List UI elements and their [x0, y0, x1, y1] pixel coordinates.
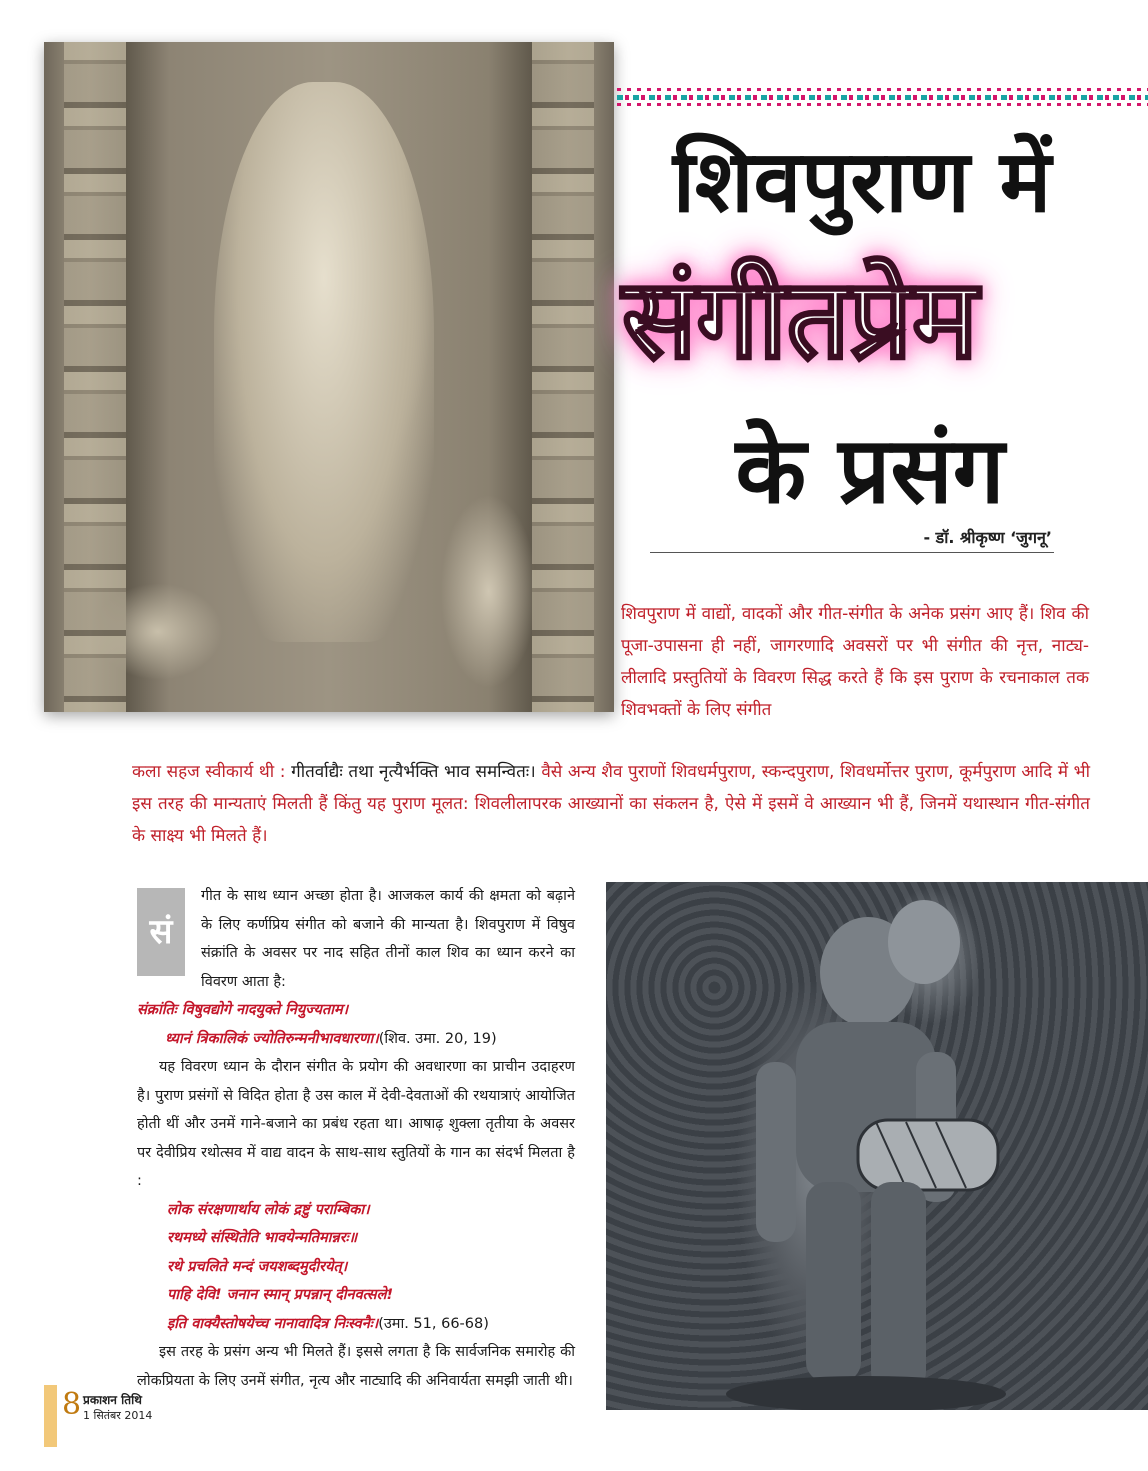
verse-2-line-4: पाहि देवि! जनान स्मान् प्रपन्नान् दीनवत्सले!: [167, 1287, 394, 1303]
intro-paragraph-bottom: [132, 756, 1090, 852]
body-paragraph-3: इस तरह के प्रसंग अन्य भी मिलते हैं। इससे लगता है कि सार्वजनिक समारोह की लोकप्रियता के लिए उनमें संगीत, नृत्य और नाट्यादि की अनिवार्यता समझी जाती थी।: [137, 1344, 575, 1389]
article-body: [137, 882, 575, 1395]
verse-2-line-1: लोक संरक्षणार्थाय लोकं द्रष्टुं पराम्बिका।: [167, 1201, 370, 1218]
left-pillar: [64, 42, 126, 712]
page-number: 8: [62, 1387, 82, 1422]
intro-sanskrit-quote: गीतर्वाद्यैः तथा नृत्यैर्भक्ति भाव समन्वितः।: [291, 762, 536, 782]
verse-2-reference: (उमा. 51, 66-68): [378, 1315, 489, 1332]
drum-icon: [858, 1120, 998, 1190]
drummer-figure-illustration: [606, 882, 1148, 1410]
verse-2-line-5: [137, 1310, 575, 1339]
dancing-shiva-figure: [214, 82, 434, 642]
verse-2-line-3: रथे प्रचलिते मन्दं जयशब्दमुदीरयेत्।: [167, 1258, 348, 1275]
verse-1-line-2: [137, 1025, 575, 1054]
title-line-2: संगीतप्रेम: [622, 255, 978, 383]
author-byline: - डॉ. श्रीकृष्ण ‘जुगनू’: [923, 528, 1052, 547]
verse-1-line-2-text: ध्यानं त्रिकालिकं ज्योतिरुन्मनीभावधारणा।: [165, 1030, 379, 1047]
title-line-3: के प्रसंग: [735, 417, 1005, 524]
drummer-sculpture-photo: [606, 882, 1148, 1410]
publication-date: 1 सितंबर 2014: [83, 1409, 153, 1422]
intro-bottom-post: वैसे अन्य शैव पुराणों शिवधर्मपुराण, स्कन्दपुराण, शिवधर्मोत्तर पुराण, कूर्मपुराण आदि में भी इस तरह की मान्यताएं मिलती हैं किंतु यह पुराण मूलत: शिवलीलापरक आख्यानों का संकलन है, ऐसे में इसमें वे आख्यान भी हैं, जिनमें यथास्थान गीत-संगीत के साक्ष्य भी मिलते हैं।: [132, 762, 1091, 846]
verse-2-line-5-text: इति वाक्यैस्तोषयेच्च नानावादित्र निःस्वनैः।: [167, 1315, 379, 1332]
footer-accent-bar: [44, 1385, 57, 1447]
intro-paragraph-top: शिवपुराण में वाद्यों, वादकों और गीत-संगीत के अनेक प्रसंग आए हैं। शिव की पूजा-उपासना ही नहीं, जागरणादि अवसरों पर भी संगीत की नृत्त, नाट्य-लीलादि प्रस्तुतियों के विवरण सिद्ध करते हैं कि इस पुराण के रचनाकाल तक शिवभक्तों के लिए संगीत: [621, 604, 1089, 720]
drop-cap: सं: [137, 888, 185, 976]
publication-date-label: प्रकाशन तिथि: [83, 1393, 142, 1407]
verse-1-line-1: संक्रांतिः विषुवद्योगे नादयुक्ते नियुज्यताम।: [137, 1002, 349, 1018]
intro-bottom-pre: कला सहज स्वीकार्य थी :: [132, 762, 292, 782]
author-divider: [650, 552, 1054, 553]
title-line-1: शिवपुराण में: [672, 132, 1052, 232]
body-paragraph-1: गीत के साथ ध्यान अच्छा होता है। आजकल कार्य की क्षमता को बढ़ाने के लिए कर्णप्रिय संगीत को बजाने की मान्यता है। शिवपुराण में विषुव संक्रांति के अवसर पर नाद सहित तीनों काल शिव का ध्यान करने का विवरण आता है:: [201, 888, 575, 990]
verse-1-reference: (शिव. उमा. 20, 19): [378, 1030, 497, 1047]
body-paragraph-2: यह विवरण ध्यान के दौरान संगीत के प्रयोग की अवधारणा का प्राचीन उदाहरण है। पुराण प्रसंगों से विदित होता है उस काल में देवी-देवताओं की रथयात्राएं आयोजित होती थीं और उनमें गाने-बजाने का प्रबंध रहता था। आषाढ़ शुक्ला तृतीया के अवसर पर देवीप्रिय रथोत्सव में वाद्य वादन के साथ-साथ स्तुतियों के गान का संदर्भ मिलता है :: [137, 1059, 575, 1189]
decorative-border: [617, 88, 1148, 106]
verse-2-line-2: रथमध्ये संस्थितेति भावयेन्मतिमान्नरः॥: [167, 1230, 358, 1246]
